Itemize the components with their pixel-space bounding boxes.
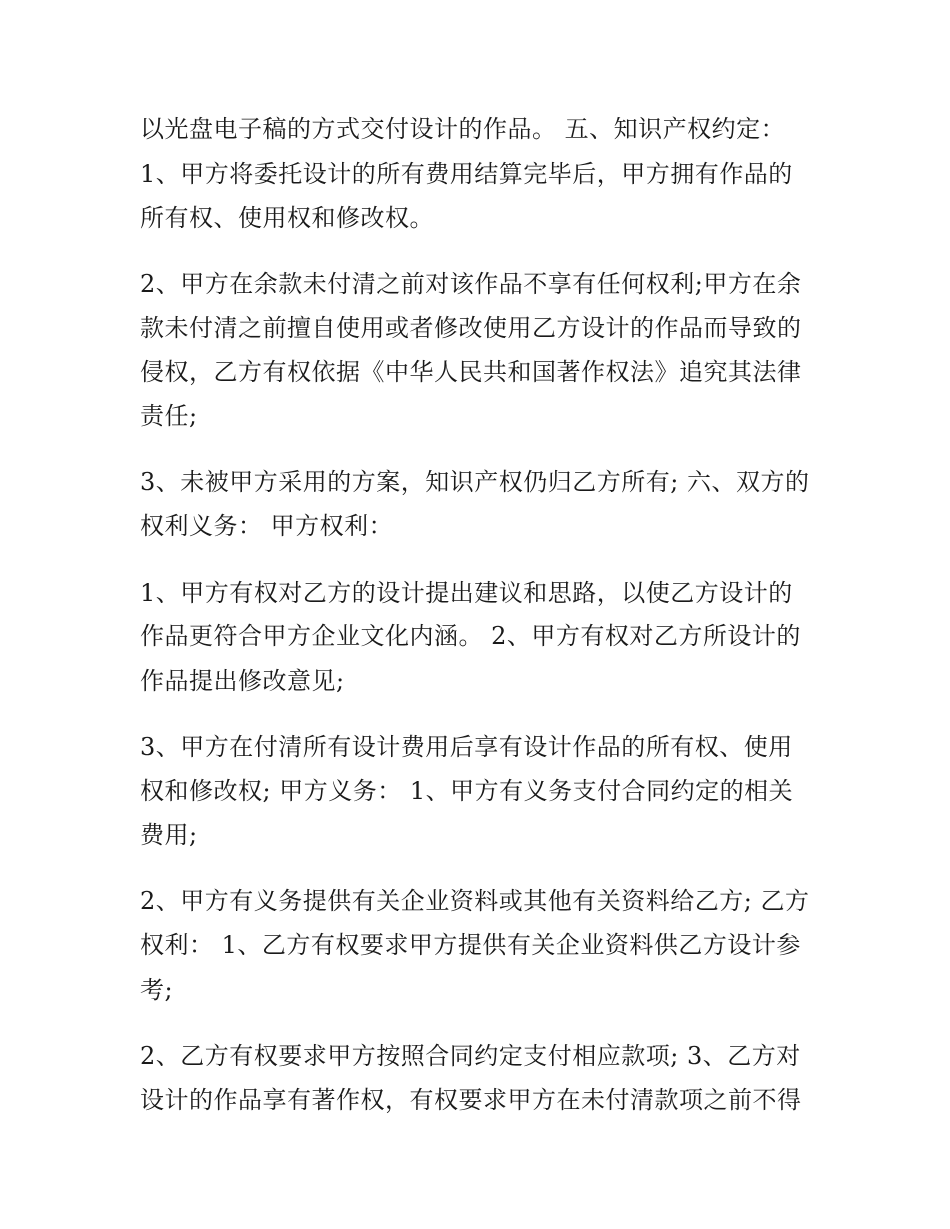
text-line: 设计的作品享有著作权，有权要求甲方在未付清款项之前不得 bbox=[140, 1086, 802, 1114]
text-line: 权和修改权; 甲方义务： 1、甲方有义务支付合同约定的相关 bbox=[140, 777, 794, 805]
text-line: 权利义务： 甲方权利： bbox=[140, 512, 394, 540]
text-line: 费用; bbox=[140, 821, 198, 849]
text-line: 作品更符合甲方企业文化内涵。 2、甲方有权对乙方所设计的 bbox=[140, 622, 801, 650]
text-line: 作品提出修改意见; bbox=[140, 667, 345, 695]
text-line: 侵权，乙方有权依据《中华人民共和国著作权法》追究其法律 bbox=[140, 358, 802, 386]
text-line: 权利： 1、乙方有权要求甲方提供有关企业资料供乙方设计参 bbox=[140, 931, 801, 959]
text-line: 1、甲方将委托设计的所有费用结算完毕后，甲方拥有作品的 bbox=[140, 160, 793, 188]
text-line: 以光盘电子稿的方式交付设计的作品。 五、知识产权约定： bbox=[140, 115, 786, 143]
text-line: 所有权、使用权和修改权。 bbox=[140, 204, 434, 232]
text-line: 责任; bbox=[140, 402, 198, 430]
text-line: 2、乙方有权要求甲方按照合同约定支付相应款项; 3、乙方对 bbox=[140, 1042, 801, 1070]
text-line: 2、甲方在余款未付清之前对该作品不享有任何权利;甲方在余 bbox=[140, 270, 802, 298]
text-line: 3、甲方在付清所有设计费用后享有设计作品的所有权、使用 bbox=[140, 733, 793, 761]
text-line: 考; bbox=[140, 976, 174, 1004]
text-line: 2、甲方有义务提供有关企业资料或其他有关资料给乙方; 乙方 bbox=[140, 887, 810, 915]
text-line: 款未付清之前擅自使用或者修改使用乙方设计的作品而导致的 bbox=[140, 314, 802, 342]
text-line: 3、未被甲方采用的方案，知识产权仍归乙方所有; 六、双方的 bbox=[140, 468, 810, 496]
text-line: 1、甲方有权对乙方的设计提出建议和思路，以使乙方设计的 bbox=[140, 579, 793, 607]
